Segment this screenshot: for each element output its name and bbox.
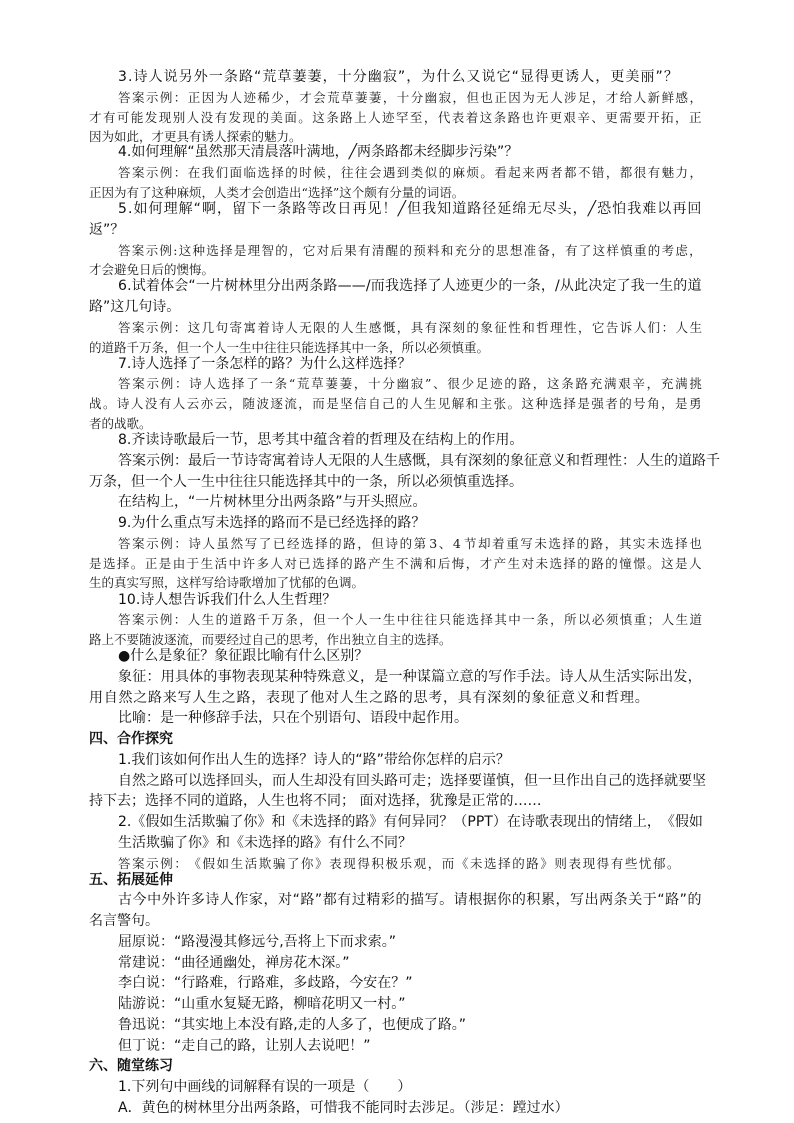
text-line: 陆游说：“山重水复疑无路，柳暗花明又一村。”	[118, 996, 406, 1012]
text-line: 答 案 示 例 ： 正 因 为 人 迹 稀 少 ， 才 会 荒 草 萋 萋 ， 十 分 幽 寂 ， 但 也 正 因 为 无 人 涉 足 ， 才 给 人 新 鲜 感 ，	[118, 90, 702, 105]
text-line: 生的真实写照，这样写给诗歌增加了忧郁的色调。	[89, 575, 365, 590]
text-line: 8.齐读诗歌最后一节，思考其中蕴含着的哲理及在结构上的作用。	[118, 432, 524, 448]
text-line: 1.我们该如何作出人生的选择？诗人的“路”带给你怎样的启示？	[118, 752, 510, 768]
text-line: 五、拓展延伸	[89, 872, 173, 888]
text-line: 象 征 ： 用 具 体 的 事 物 表 现 某 种 特 殊 意 义 ， 是 一 种 谋 篇 立 意 的 写 作 手 法 。 诗 人 从 生 活 实 际 出 发 ，	[118, 669, 702, 685]
text-line: 生活欺骗了你》和《未选择的路》有什么不同？	[118, 835, 412, 851]
text-line: 战 。 诗 人 没 有 人 云 亦 云 ， 随 波 逐 流 ， 而 是 坚 信 自 己 的 人 生 见 解 和 主 张 。 这 种 选 择 是 强 者 的 号 角 ， 是 勇	[89, 396, 702, 411]
text-line: 返”？	[89, 222, 125, 238]
text-line: 四、合作探究	[89, 731, 173, 747]
text-line: 持下去；选择不同的道路，人生也将不同； 面对选择，犹豫是正常的……	[89, 793, 542, 809]
text-line: 5 . 如 何 理 解 “ 啊 ， 留 下 一 条 路 等 改 日 再 见 ！ ╱ 但 我 知 道 路 径 延 绵 无 尽 头 ， ╱ 恐 怕 我 难 以 再 回	[118, 201, 702, 217]
text-line: 正因为有了这种麻烦，人类才会创造出“选择”这个颇有分量的词语。	[89, 185, 465, 200]
text-line: 者的战歌。	[89, 416, 152, 431]
text-line: 常建说：“曲径通幽处，禅房花木深。”	[118, 955, 350, 971]
text-line: 答 案 示 例 ： 《 假 如 生 活 欺 骗 了 你 》 表 现 得 积 极 乐 观 ， 而 《 未 选 择 的 路 》 则 表 现 得 有 些 忧 郁 。	[118, 856, 680, 871]
text-line: 在结构上，“一片树林里分出两条路”与开头照应。	[118, 494, 427, 510]
text-line: 答 案 示 例 ： 最 后 一 节 诗 寄 寓 着 诗 人 无 限 的 人 生 感 慨 ， 具 有 深 刻 的 象 征 意 义 和 哲 理 性 ： 人 生 的 道 路 千	[118, 453, 720, 469]
text-line: 比喻：是一种修辞手法，只在个别语句、语段中起作用。	[118, 710, 468, 726]
text-line: 7.诗人选择了一条怎样的路？为什么这样选择？	[118, 356, 412, 372]
text-line: 4.如何理解“虽然那天清晨落叶满地，╱两条路都未经脚步污染”？	[118, 144, 519, 160]
text-line: 才会避免日后的懊悔。	[89, 262, 215, 277]
text-line: 路上不要随波逐流，而要经过自己的思考，作出独立自主的选择。	[89, 632, 452, 647]
text-line: 但丁说：“走自己的路，让别人去说吧！”	[118, 1038, 371, 1054]
text-line: 路”这几句诗。	[89, 299, 181, 315]
text-line: 屈原说：“路漫漫其修远兮,吾将上下而求索。”	[118, 934, 396, 950]
text-line: 答 案 示 例 ： 诗 人 选 择 了 一 条 “ 荒 草 萋 萋 ， 十 分 幽 寂 ” 、 很 少 足 迹 的 路 ， 这 条 路 充 满 艰 辛 ， 充 满 挑	[118, 376, 702, 391]
text-line: 因为如此，才更具有诱人探索的魅力。	[89, 129, 302, 144]
text-line: 是 选 择 。 正 是 由 于 生 活 中 许 多 人 对 已 选 择 的 路 产 生 不 满 和 后 悔 ， 才 产 生 对 未 选 择 的 路 的 憧 憬 。 这 是 人	[89, 556, 702, 571]
exercise-line: 1.下列句中画线的词解释有误的一项是（ ）	[118, 1079, 412, 1095]
text-line: 用 自 然 之 路 来 写 人 生 之 路 ， 表 现 了 他 对 人 生 之 路 的 思 考 ， 具 有 深 刻 的 象 征 意 义 和 哲 理 。	[89, 690, 649, 706]
text-line: 万条，但一个人一生中往往只能选择其中的一条，所以必须慎重选择。	[89, 474, 523, 490]
text-line: 答 案 示 例 ： 人 生 的 道 路 千 万 条 ， 但 一 个 人 一 生 中 往 往 只 能 选 择 其 中 一 条 ， 所 以 必 须 慎 重 ； 人 生 道	[118, 612, 702, 627]
text-line: 自 然 之 路 可 以 选 择 回 头 ， 而 人 生 却 没 有 回 头 路 可 走 ； 选 择 要 谨 慎 ， 但 一 旦 作 出 自 己 的 选 择 就 要 坚	[118, 773, 706, 789]
text-line: 古 今 中 外 许 多 诗 人 作 家 ， 对 “ 路 ” 都 有 过 精 彩 的 描 写 。 请 根 据 你 的 积 累 ， 写 出 两 条 关 于 “ 路 ” 的	[118, 892, 702, 908]
text-line: 才 有 可 能 发 现 别 人 没 有 发 现 的 美 面 。 这 条 路 上 人 迹 罕 至 ， 代 表 着 这 条 路 也 许 更 艰 辛 、 更 需 要 开 拓 ， 正	[89, 110, 702, 125]
exercise-line: A．黄色的树林里分出两条路，可惜我不能同时去涉足。（涉足：蹚过水）	[118, 1100, 569, 1116]
section-heading: 六、随堂练习	[89, 1058, 173, 1074]
text-line: 答 案 示 例 ： 在 我 们 面 临 选 择 的 时 候 ， 往 往 会 遇 到 类 似 的 麻 烦 。 看 起 来 两 者 都 不 错 ， 都 很 有 魅 力 ，	[118, 165, 702, 180]
text-line: 6 . 试 着 体 会 “ 一 片 树 林 里 分 出 两 条 路 — — / 而 我 选 择 了 人 迹 更 少 的 一 条 ， / 从 此 决 定 了 我 一 生 的 道	[118, 278, 702, 294]
text-line: 2 . 《 假 如 生 活 欺 骗 了 你 》 和 《 未 选 择 的 路 》 有 何 异 同 ？ （ P P T ） 在 诗 歌 表 现 出 的 情 绪 上 ， 《 假 如	[118, 814, 703, 830]
text-line: 答 案 示 例 ： 这 几 句 寄 寓 着 诗 人 无 限 的 人 生 感 慨 ， 具 有 深 刻 的 象 征 性 和 哲 理 性 ， 它 告 诉 人 们 ： 人 生	[118, 320, 702, 335]
text-line: 答 案 示 例 : 这 种 选 择 是 理 智 的 ， 它 对 后 果 有 清 醒 的 预 料 和 充 分 的 思 想 准 备 ， 有 了 这 样 慎 重 的 考 虑 ，	[118, 243, 702, 258]
text-line: 3 . 诗 人 说 另 外 一 条 路 “ 荒 草 萋 萋 ， 十 分 幽 寂 ” ， 为 什 么 又 说 它 “ 显 得 更 诱 人 ， 更 美 丽 ” ？	[118, 69, 678, 85]
text-line: 鲁迅说：“其实地上本没有路,走的人多了，也便成了路。”	[118, 1017, 466, 1033]
text-line: 名言警句。	[89, 913, 159, 929]
text-line: 李白说：“行路难，行路难，多歧路，今安在？”	[118, 975, 413, 991]
text-line: 9.为什么重点写未选择的路而不是已经选择的路？	[118, 515, 426, 531]
text-line: ●什么是象征？象征跟比喻有什么区别？	[118, 648, 369, 664]
text-line: 10.诗人想告诉我们什么人生哲理？	[118, 592, 337, 608]
text-line: 的道路千万条，但一个人一生中往往只能选择其中一条，所以必须慎重。	[89, 340, 490, 355]
text-line: 答 案 示 例 ： 诗 人 虽 然 写 了 已 经 选 择 的 路 ， 但 诗 的 第 3 、 4 节 却 着 重 写 未 选 择 的 路 ， 其 实 未 选 择 也	[118, 536, 702, 551]
